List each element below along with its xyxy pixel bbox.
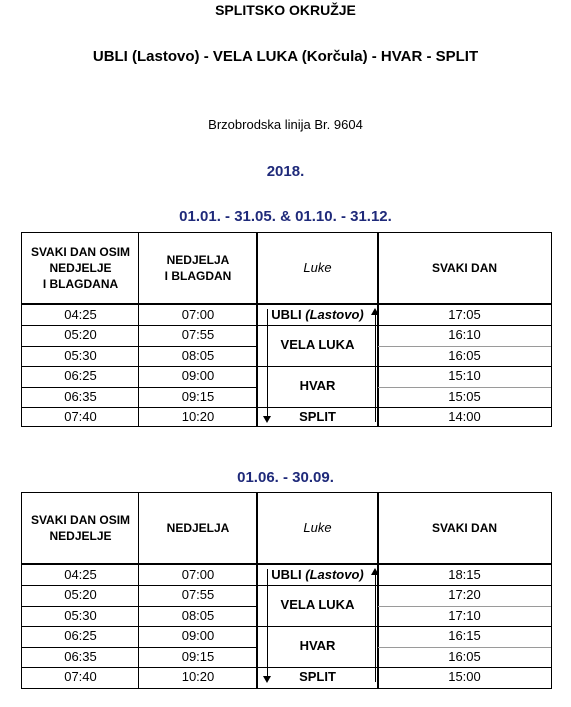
port-note: (Lastovo) (305, 307, 364, 322)
col-sunday-holiday: NEDJELJA I BLAGDAN (164, 253, 232, 283)
arrow-up-line (375, 574, 376, 682)
period-heading-2: 01.06. - 30.09. (237, 469, 334, 486)
time-cell: 17:20 (448, 587, 481, 603)
time-cell: 15:10 (448, 368, 481, 384)
row-divider (22, 366, 257, 367)
region-title: SPLITSKO OKRUŽJE (215, 2, 356, 18)
port-name: VELA LUKA (280, 597, 355, 613)
port-vela-luka (257, 325, 378, 366)
time-cell: 05:30 (64, 347, 97, 363)
col-ports: Luke (303, 520, 332, 535)
row-divider (378, 325, 551, 326)
row-divider (378, 346, 551, 347)
row-divider (378, 407, 551, 408)
row-divider (378, 626, 551, 627)
row-divider (22, 407, 257, 408)
table-header (22, 493, 551, 565)
table-header (22, 233, 551, 305)
col-sunday: NEDJELJA (166, 521, 230, 535)
arrow-down-icon (263, 676, 271, 683)
port-name: SPLIT (299, 409, 336, 424)
period-heading-1: 01.01. - 31.05. & 01.10. - 31.12. (179, 208, 392, 225)
arrow-down-line (267, 569, 268, 677)
time-cell: 16:15 (448, 628, 481, 644)
port-hvar (257, 626, 378, 667)
port-vela-luka (257, 585, 378, 626)
arrow-up-line (375, 314, 376, 422)
port-split (257, 407, 378, 427)
time-cell: 08:05 (181, 347, 215, 363)
timetable-1 (21, 232, 552, 427)
time-cell: 17:05 (448, 307, 481, 322)
time-cell: 16:05 (448, 347, 481, 363)
year: 2018. (266, 163, 305, 180)
port-name: UBLI (271, 307, 302, 322)
time-cell: 16:10 (448, 327, 481, 343)
time-cell: 09:00 (181, 368, 215, 384)
col-everyday-except-sunday: SVAKI DAN OSIM NEDJELJE (30, 513, 131, 543)
time-cell: 07:55 (181, 587, 215, 603)
col-every-day: SVAKI DAN (431, 261, 498, 275)
port-name: VELA LUKA (280, 337, 355, 353)
time-cell: 17:10 (448, 607, 481, 623)
time-cell: 06:25 (64, 368, 97, 384)
time-cell: 06:25 (64, 628, 97, 644)
col-ports: Luke (303, 260, 332, 275)
row-divider (22, 585, 257, 586)
time-cell: 07:55 (181, 327, 215, 343)
row-divider (22, 647, 257, 648)
time-cell: 09:15 (181, 388, 215, 404)
port-hvar (257, 366, 378, 407)
row-divider (378, 387, 551, 388)
row-divider (378, 647, 551, 648)
time-cell: 04:25 (64, 567, 97, 582)
time-cell: 14:00 (448, 409, 481, 424)
time-cell: 04:25 (64, 307, 97, 322)
port-split (257, 667, 378, 687)
row-divider (22, 325, 257, 326)
time-cell: 07:00 (181, 307, 215, 322)
time-cell: 08:05 (181, 607, 215, 623)
line-number: Brzobrodska linija Br. 9604 (208, 117, 363, 132)
row-divider (378, 366, 551, 367)
port-name: HVAR (299, 638, 336, 654)
route-title: UBLI (Lastovo) - VELA LUKA (Korčula) - HVAR - SPLIT (92, 48, 479, 65)
row-divider (22, 346, 257, 347)
time-cell: 06:35 (64, 648, 97, 664)
port-name: HVAR (299, 378, 336, 394)
port-name: UBLI (271, 567, 302, 582)
time-cell: 16:05 (448, 648, 481, 664)
time-cell: 07:40 (64, 409, 97, 424)
time-cell: 06:35 (64, 388, 97, 404)
time-cell: 05:20 (64, 587, 97, 603)
row-divider (378, 667, 551, 668)
port-note: (Lastovo) (305, 567, 364, 582)
port-ubli (257, 565, 378, 585)
time-cell: 07:00 (181, 567, 215, 582)
arrow-up-icon (371, 308, 379, 315)
port-ubli (257, 305, 378, 325)
arrow-up-icon (371, 568, 379, 575)
time-cell: 09:15 (181, 648, 215, 664)
row-divider (22, 387, 257, 388)
row-divider (378, 585, 551, 586)
time-cell: 10:20 (181, 669, 215, 684)
row-divider (22, 626, 257, 627)
time-cell: 18:15 (448, 567, 481, 582)
time-cell: 07:40 (64, 669, 97, 684)
time-cell: 05:20 (64, 327, 97, 343)
timetable-2 (21, 492, 552, 689)
row-divider (378, 606, 551, 607)
row-divider (22, 606, 257, 607)
col-every-day: SVAKI DAN (431, 521, 498, 535)
arrow-down-icon (263, 416, 271, 423)
time-cell: 09:00 (181, 628, 215, 644)
port-name: SPLIT (299, 669, 336, 684)
time-cell: 05:30 (64, 607, 97, 623)
row-divider (22, 667, 257, 668)
time-cell: 15:05 (448, 388, 481, 404)
arrow-down-line (267, 309, 268, 417)
time-cell: 10:20 (181, 409, 215, 424)
col-everyday-except-sunday-holiday: SVAKI DAN OSIM NEDJELJE I BLAGDANA (30, 245, 131, 291)
time-cell: 15:00 (448, 669, 481, 684)
